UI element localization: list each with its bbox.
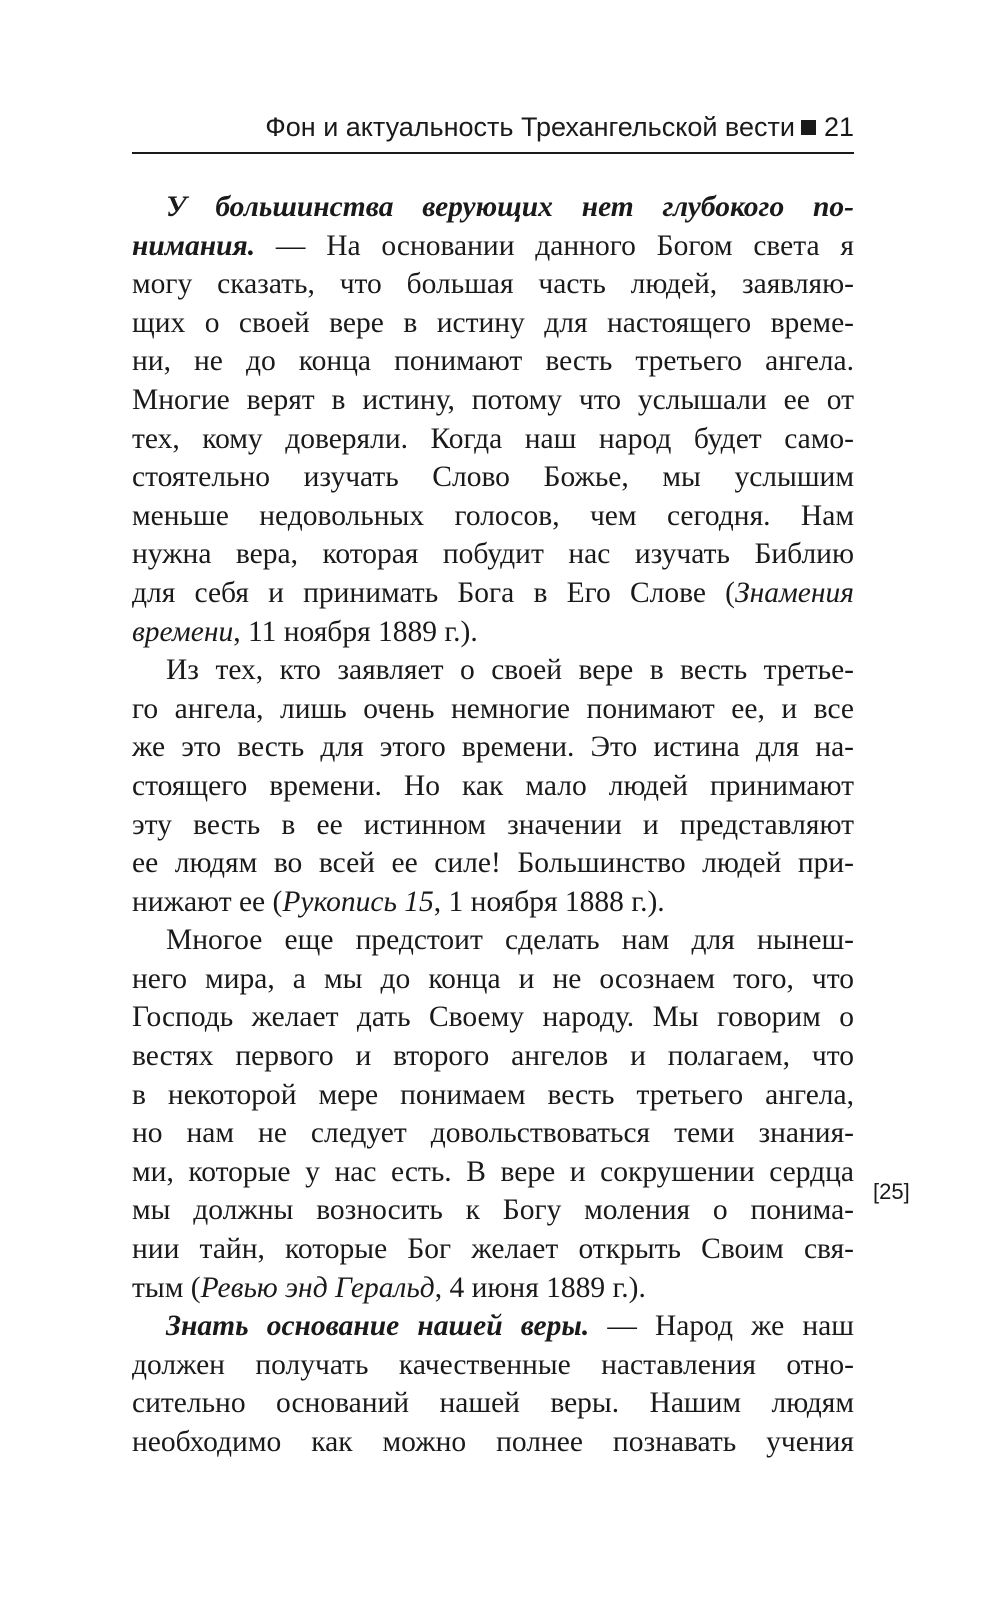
section-heading: Знать основание нашей веры. <box>166 1310 590 1343</box>
margin-page-reference: [25] <box>873 1179 910 1204</box>
text-line: го ангела, лишь очень немногие понимают ее, и все <box>132 692 854 725</box>
paragraph <box>132 921 854 1307</box>
text-line: нимания. — На основании данного Богом света я <box>132 229 854 262</box>
text-line: необходимо как можно полнее познавать учения <box>132 1426 854 1458</box>
text-line: ни, не до конца понимают весть третьего ангела. <box>132 345 854 378</box>
text-line: Господь желает дать Своему народу. Мы говорим о <box>132 1001 854 1034</box>
citation-source: времени <box>132 615 234 648</box>
citation-source: Знамения <box>734 576 854 609</box>
text-line: стоящего времени. Но как мало людей принимают <box>132 769 854 802</box>
text-line: мы должны возносить к Богу моления о понима- <box>132 1194 854 1227</box>
section-heading: нимания. <box>132 229 256 262</box>
text-line: тех, кому доверяли. Когда наш народ будет само- <box>132 422 854 455</box>
paragraph <box>132 188 854 651</box>
page-number: 21 <box>823 112 854 142</box>
citation-source: Ревью энд Геральд <box>200 1271 435 1304</box>
text-line: меньше недовольных голосов, чем сегодня. Нам <box>132 499 854 532</box>
running-title: Фон и актуальность Трехангельской вести <box>265 112 795 142</box>
text-line: щих о своей вере в истину для настоящего време- <box>132 306 854 339</box>
text-line: Многие верят в истину, потому что услышали ее от <box>132 383 854 416</box>
text-line: эту весть в ее истинном значении и представляют <box>132 808 854 841</box>
section-heading: У большинства верующих нет глубокого по- <box>166 191 854 223</box>
header-rule <box>132 152 854 154</box>
text-line: тым (Ревью энд Геральд, 4 июня 1889 г.). <box>132 1271 646 1304</box>
paragraph <box>132 1307 854 1461</box>
citation-source: Рукопись 15 <box>282 885 434 918</box>
text-line: в некоторой мере понимаем весть третьего ангела, <box>132 1078 854 1111</box>
text-line <box>132 188 854 227</box>
text-line: должен получать качественные наставления отно- <box>132 1348 854 1381</box>
text-line: него мира, а мы до конца и не осознаем того, что <box>132 962 854 995</box>
text-line: могу сказать, что большая часть людей, заявляю- <box>132 268 854 301</box>
square-bullet-icon <box>801 120 816 135</box>
text-line: но нам не следует довольствоваться теми знания- <box>132 1117 854 1150</box>
text-line: вестях первого и второго ангелов и полагаем, что <box>132 1040 854 1073</box>
text-line: нужна вера, которая побудит нас изучать Библию <box>132 538 854 571</box>
paragraph <box>132 651 854 921</box>
text-line: нии тайн, которые Бог желает открыть Своим свя- <box>132 1233 854 1266</box>
text-line: ми, которые у нас есть. В вере и сокрушении сердца <box>132 1155 854 1188</box>
text-line: Многое еще предстоит сделать нам для нынеш- <box>166 924 854 957</box>
text-line: же это весть для этого времени. Это истина для на- <box>132 731 854 764</box>
text-line: нижают ее (Рукопись 15, 1 ноября 1888 г.). <box>132 885 665 918</box>
text-line: для себя и принимать Бога в Его Слове (Знамения <box>132 576 854 609</box>
text-line: времени, 11 ноября 1889 г.). <box>132 615 478 648</box>
text-line: стоятельно изучать Слово Божье, мы услышим <box>132 461 854 494</box>
text-line: Из тех, кто заявляет о своей вере в весть третье- <box>166 654 854 687</box>
text-line: Знать основание нашей веры. — Народ же наш <box>166 1310 854 1343</box>
text-line: сительно оснований нашей веры. Нашим людям <box>132 1387 854 1420</box>
body-text <box>132 188 854 1462</box>
text-line: ее людям во всей ее силе! Большинство людей при- <box>132 847 854 880</box>
running-header <box>132 110 854 144</box>
